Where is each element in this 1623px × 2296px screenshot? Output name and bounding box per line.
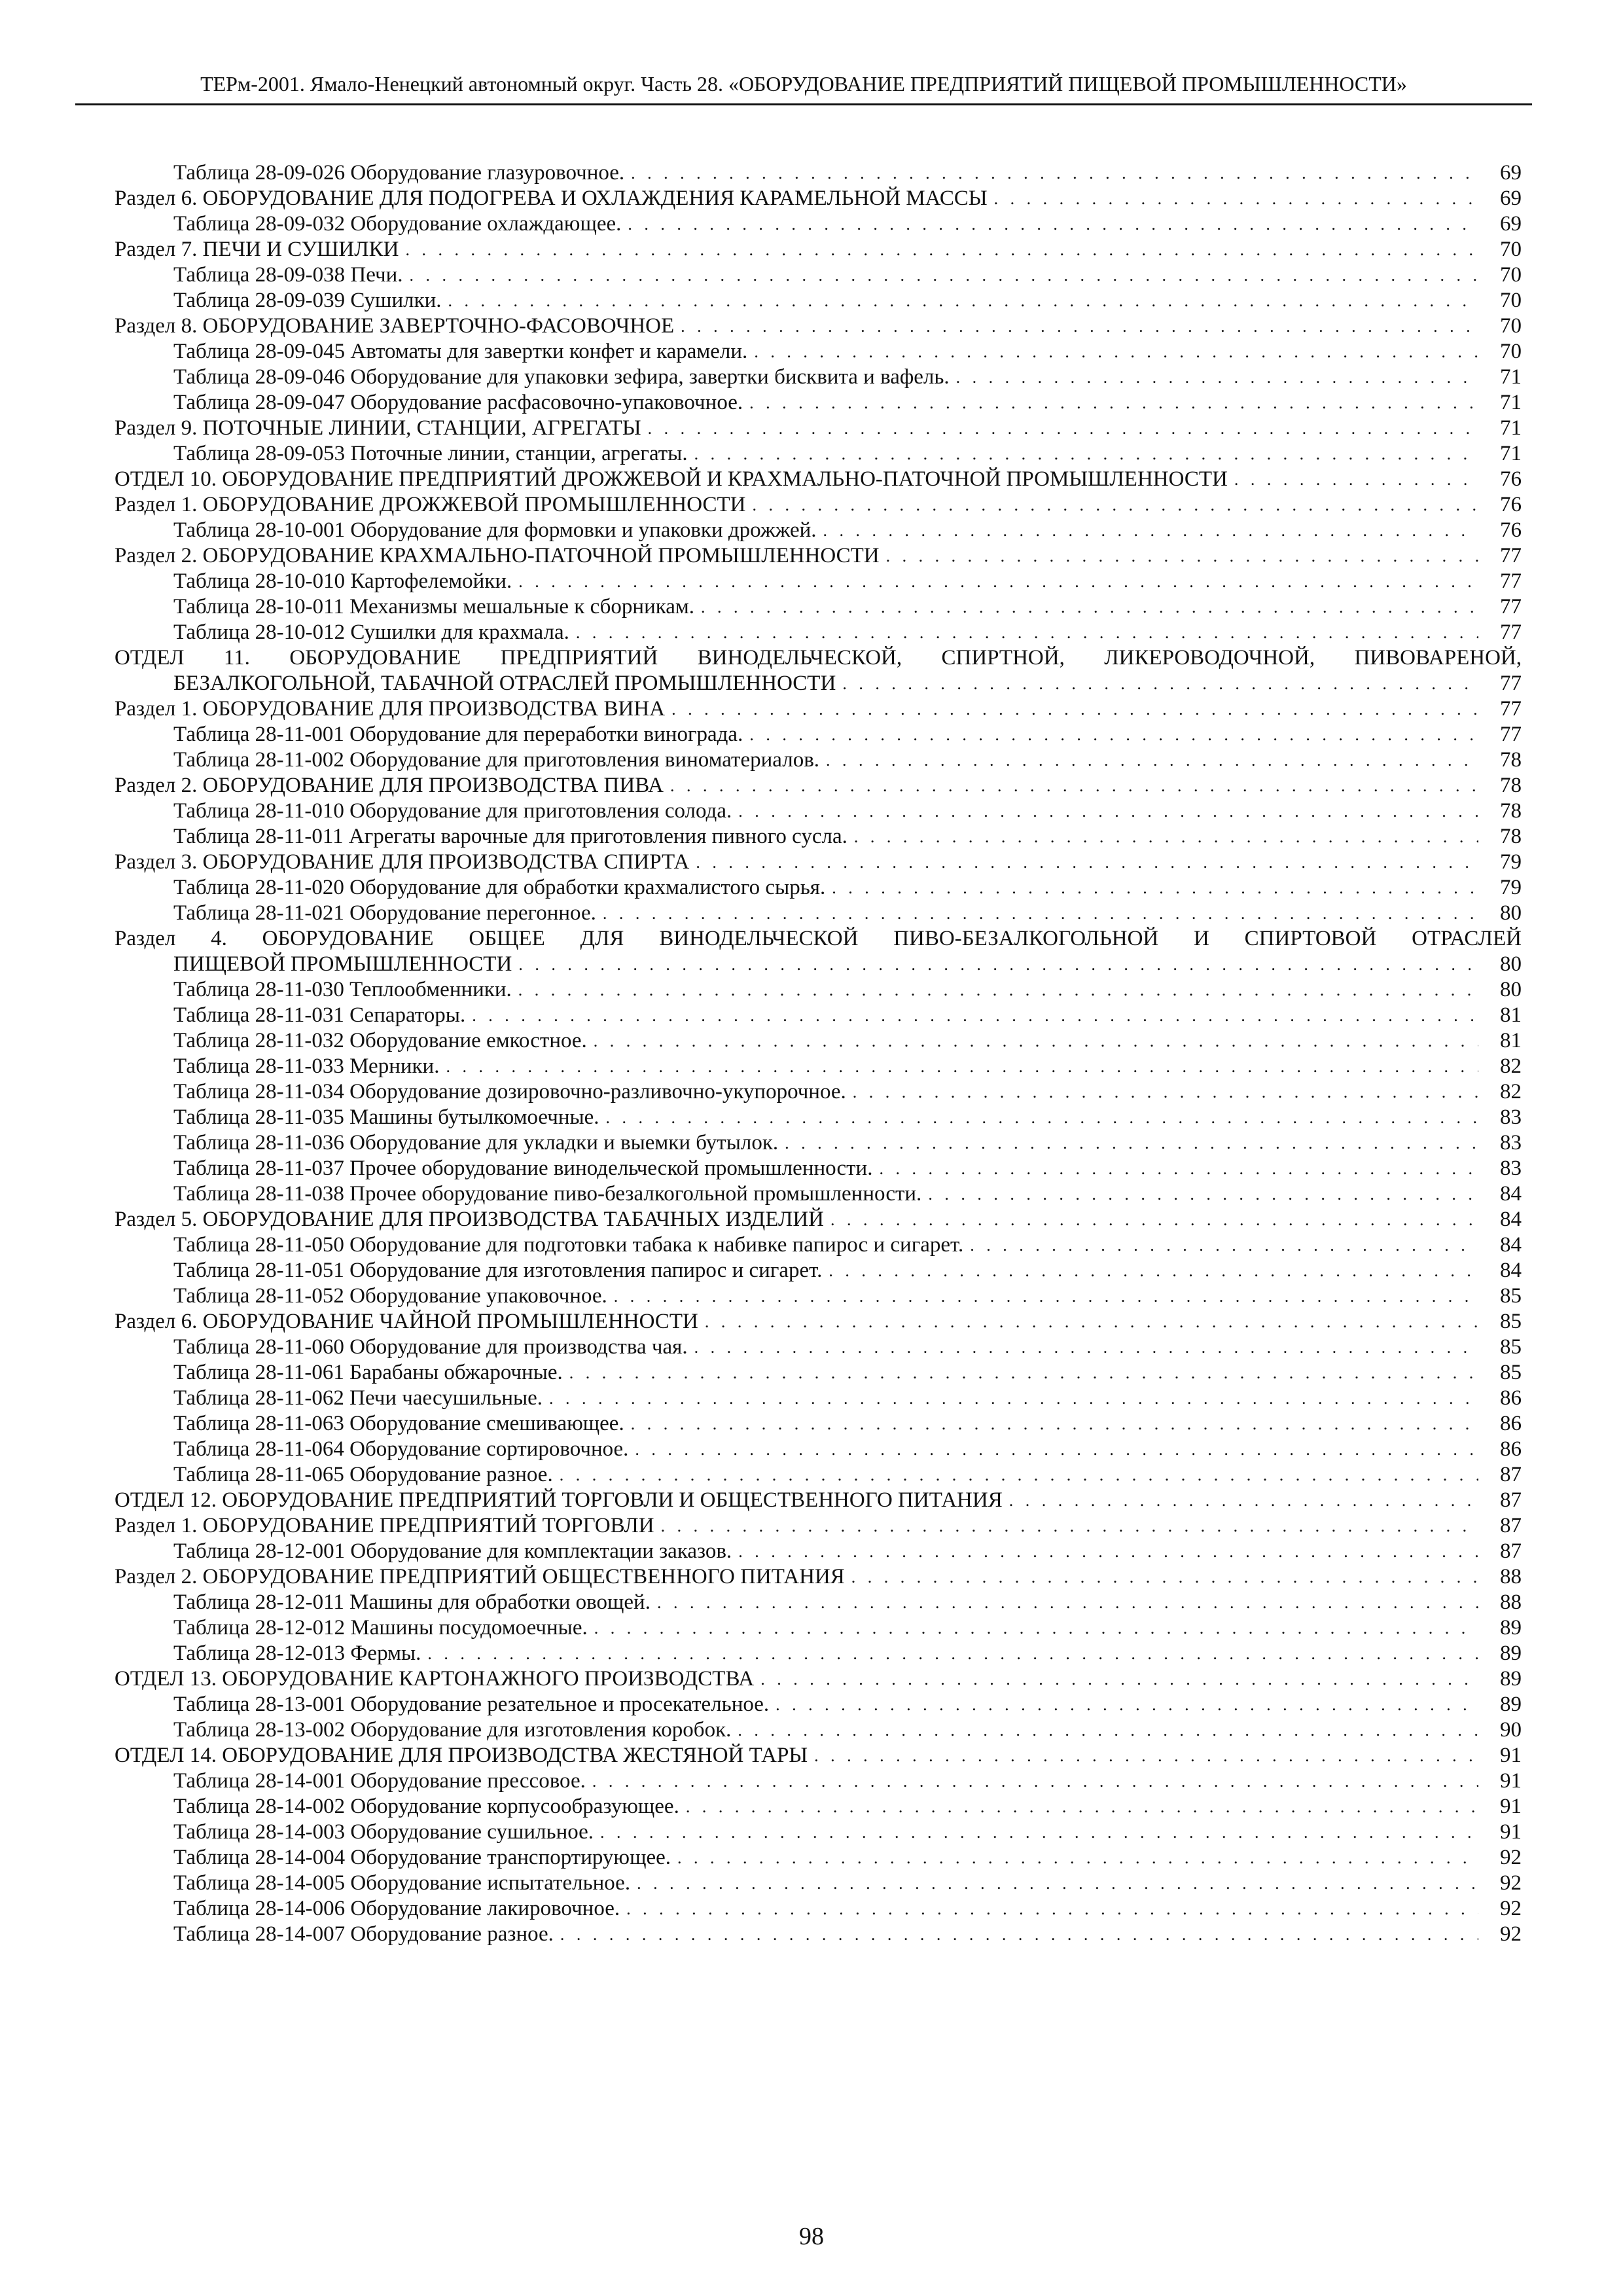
- toc-entry-title: ОТДЕЛ 10. ОБОРУДОВАНИЕ ПРЕДПРИЯТИЙ ДРОЖЖЕВОЙ И КРАХМАЛЬНО-ПАТОЧНОЙ ПРОМЫШЛЕННОСТИ: [115, 467, 1228, 491]
- dot-leader: [1234, 467, 1478, 492]
- dot-leader: [754, 339, 1478, 365]
- dot-leader: [928, 1181, 1478, 1207]
- toc-entry-title: Таблица 28-12-011 Машины для обработки овощей.: [173, 1590, 651, 1614]
- dot-leader: [814, 1743, 1478, 1768]
- dot-leader: [600, 1820, 1478, 1845]
- toc-entry-page: 83: [1500, 1131, 1522, 1155]
- toc-entry: [115, 1156, 1522, 1181]
- dot-leader: [970, 1232, 1478, 1258]
- dot-leader: [472, 1003, 1478, 1028]
- toc-entry-page: 70: [1500, 340, 1522, 363]
- dot-leader: [842, 671, 1478, 696]
- toc-entry-title: Таблица 28-11-060 Оборудование для производства чая.: [173, 1335, 688, 1359]
- dot-leader: [626, 1896, 1478, 1922]
- dot-leader: [785, 1130, 1478, 1156]
- toc-entry-page: 85: [1500, 1335, 1522, 1359]
- toc-entry-title: Таблица 28-11-051 Оборудование для изготовления папирос и сигарет.: [173, 1259, 823, 1282]
- toc-entry: [115, 1590, 1522, 1615]
- toc-entry-page: 84: [1500, 1259, 1522, 1282]
- toc-entry-title: Таблица 28-11-062 Печи чаесушильные.: [173, 1386, 543, 1410]
- toc-entry-page: 82: [1500, 1080, 1522, 1103]
- toc-entry-title: ОТДЕЛ 14. ОБОРУДОВАНИЕ ДЛЯ ПРОИЗВОДСТВА ЖЕСТЯНОЙ ТАРЫ: [115, 1744, 808, 1767]
- toc-entry-title: ПИЩЕВОЙ ПРОМЫШЛЕННОСТИ: [173, 952, 512, 976]
- toc-entry-title: ОТДЕЛ 12. ОБОРУДОВАНИЕ ПРЕДПРИЯТИЙ ТОРГОВЛИ И ОБЩЕСТВЕННОГО ПИТАНИЯ: [115, 1488, 1003, 1512]
- toc-entry-title: Таблица 28-10-012 Сушилки для крахмала.: [173, 620, 569, 644]
- dot-leader: [826, 747, 1478, 773]
- toc-entry-title: Таблица 28-14-005 Оборудование испытательное.: [173, 1871, 631, 1895]
- dot-leader: [614, 1283, 1478, 1309]
- toc-entry: [115, 1437, 1522, 1462]
- toc-entry-page: 88: [1500, 1565, 1522, 1588]
- toc-entry: [115, 1615, 1522, 1641]
- toc-entry: [115, 288, 1522, 314]
- toc-entry: [115, 747, 1522, 773]
- toc-entry: [115, 1820, 1522, 1845]
- toc-entry: [115, 1896, 1522, 1922]
- page-number: 98: [799, 2223, 824, 2250]
- toc-entry-page: 77: [1500, 544, 1522, 567]
- toc-entry-page: 92: [1500, 1922, 1522, 1946]
- dot-leader: [829, 1258, 1478, 1283]
- toc-entry-title: Таблица 28-11-021 Оборудование перегонное.: [173, 901, 596, 925]
- toc-entry-title: Таблица 28-09-038 Печи.: [173, 263, 403, 287]
- toc-entry: [115, 518, 1522, 543]
- toc-entry-page: 84: [1500, 1233, 1522, 1257]
- toc-entry: [115, 798, 1522, 824]
- toc-entry: [115, 237, 1522, 262]
- toc-entry: [115, 211, 1522, 237]
- toc-entry-title: Таблица 28-12-012 Машины посудомоечные.: [173, 1616, 588, 1640]
- toc-entry: [115, 1028, 1522, 1054]
- toc-entry: [115, 926, 1522, 977]
- toc-entry: [115, 1794, 1522, 1820]
- toc-entry-title: Раздел 1. ОБОРУДОВАНИЕ ДРОЖЖЕВОЙ ПРОМЫШЛЕННОСТИ: [115, 493, 746, 516]
- dot-leader: [738, 1717, 1478, 1743]
- dot-leader: [631, 1411, 1478, 1437]
- toc-entry-page: 78: [1500, 799, 1522, 823]
- toc-entry: [115, 1768, 1522, 1794]
- toc-entry-page: 70: [1500, 263, 1522, 287]
- toc-entry-title: Таблица 28-11-030 Теплообменники.: [173, 978, 512, 1001]
- toc-entry-page: 84: [1500, 1208, 1522, 1231]
- toc-entry: [115, 594, 1522, 620]
- dot-leader: [594, 1615, 1478, 1641]
- toc-entry-page: 87: [1500, 1539, 1522, 1563]
- dot-leader: [776, 1692, 1478, 1717]
- toc-entry: [115, 1335, 1522, 1360]
- toc-entry: [115, 1692, 1522, 1717]
- toc-entry: [115, 365, 1522, 390]
- toc-entry: [115, 1258, 1522, 1283]
- toc-entry-page: 78: [1500, 825, 1522, 848]
- toc-entry-page: 86: [1500, 1412, 1522, 1435]
- toc-entry: [115, 262, 1522, 288]
- toc-entry-page: 86: [1500, 1386, 1522, 1410]
- toc-entry-page: 85: [1500, 1310, 1522, 1333]
- toc-entry: [115, 543, 1522, 569]
- toc-entry-title: Таблица 28-14-004 Оборудование транспортирующее.: [173, 1846, 671, 1869]
- toc-entry-page: 76: [1500, 467, 1522, 491]
- toc-entry: [115, 1488, 1522, 1513]
- toc-entry-title: Таблица 28-10-001 Оборудование для формовки и упаковки дрожжей.: [173, 518, 817, 542]
- dot-leader: [886, 543, 1478, 569]
- dot-leader: [518, 569, 1478, 594]
- toc-entry-title: Таблица 28-09-046 Оборудование для упаковки зефира, завертки бисквита и вафель.: [173, 365, 950, 389]
- toc-entry: [115, 696, 1522, 722]
- toc-entry-title: Таблица 28-14-002 Оборудование корпусообразующее.: [173, 1795, 679, 1818]
- toc-entry-page: 77: [1500, 672, 1522, 695]
- dot-leader: [569, 1360, 1478, 1386]
- dot-leader: [549, 1386, 1478, 1411]
- toc-entry-title: Таблица 28-11-036 Оборудование для укладки и выемки бутылок.: [173, 1131, 779, 1155]
- dot-leader: [705, 1309, 1478, 1335]
- toc-entry: [115, 850, 1522, 875]
- toc-entry-page: 70: [1500, 238, 1522, 261]
- toc-entry-title: Таблица 28-11-038 Прочее оборудование пиво-безалкогольной промышленности.: [173, 1182, 922, 1206]
- toc-entry-page: 79: [1500, 850, 1522, 874]
- toc-entry-title: Таблица 28-11-050 Оборудование для подготовки табака к набивке папирос и сигарет.: [173, 1233, 964, 1257]
- toc-entry-page: 84: [1500, 1182, 1522, 1206]
- toc-entry-title: Таблица 28-11-031 Сепараторы.: [173, 1003, 466, 1027]
- dot-leader: [830, 1207, 1478, 1232]
- toc-entry-title: Таблица 28-11-001 Оборудование для переработки винограда.: [173, 723, 743, 746]
- toc-entry-title: Таблица 28-09-053 Поточные линии, станции, агрегаты.: [173, 442, 688, 465]
- toc-entry-page: 86: [1500, 1437, 1522, 1461]
- toc-entry: [115, 1003, 1522, 1028]
- toc-entry-title: Раздел 2. ОБОРУДОВАНИЕ ДЛЯ ПРОИЗВОДСТВА ПИВА: [115, 774, 664, 797]
- toc-entry-page: 87: [1500, 1488, 1522, 1512]
- toc-entry-page: 78: [1500, 774, 1522, 797]
- toc-entry-title: Таблица 28-11-010 Оборудование для приготовления солода.: [173, 799, 732, 823]
- dot-leader: [879, 1156, 1478, 1181]
- toc-entry-page: 70: [1500, 289, 1522, 312]
- toc-entry: [115, 1462, 1522, 1488]
- toc-entry: [115, 569, 1522, 594]
- toc-entry-title: Таблица 28-14-001 Оборудование прессовое.: [173, 1769, 586, 1793]
- toc-entry: [115, 1079, 1522, 1105]
- dot-leader: [854, 824, 1478, 850]
- dot-leader: [657, 1590, 1478, 1615]
- dot-leader: [752, 492, 1478, 518]
- dot-leader: [832, 875, 1478, 901]
- toc-entry: [115, 824, 1522, 850]
- toc-entry-page: 85: [1500, 1284, 1522, 1308]
- toc-entry-page: 80: [1500, 978, 1522, 1001]
- toc-entry-page: 81: [1500, 1003, 1522, 1027]
- toc-entry-page: 76: [1500, 493, 1522, 516]
- toc-entry-title: Раздел 6. ОБОРУДОВАНИЕ ДЛЯ ПОДОГРЕВА И ОХЛАЖДЕНИЯ КАРАМЕЛЬНОЙ МАССЫ: [115, 187, 988, 210]
- toc-entry: [115, 441, 1522, 467]
- toc-entry-page: 88: [1500, 1590, 1522, 1614]
- toc-entry: [115, 339, 1522, 365]
- toc-entry-title: Таблица 28-11-063 Оборудование смешивающее.: [173, 1412, 624, 1435]
- dot-leader: [823, 518, 1478, 543]
- toc-entry: [115, 1717, 1522, 1743]
- toc-entry-page: 77: [1500, 697, 1522, 721]
- toc-entry: [115, 1360, 1522, 1386]
- toc-entry-page: 77: [1500, 723, 1522, 746]
- toc-entry-title: Раздел 1. ОБОРУДОВАНИЕ ДЛЯ ПРОИЗВОДСТВА ВИНА: [115, 697, 666, 721]
- toc-entry-title: Раздел 1. ОБОРУДОВАНИЕ ПРЕДПРИЯТИЙ ТОРГОВЛИ: [115, 1514, 654, 1537]
- toc-entry-title: Таблица 28-14-003 Оборудование сушильное.: [173, 1820, 594, 1844]
- toc-entry: [115, 1845, 1522, 1871]
- toc-entry-title: Таблица 28-13-002 Оборудование для изготовления коробок.: [173, 1718, 732, 1742]
- toc-entry-page: 87: [1500, 1514, 1522, 1537]
- toc-entry-title: Таблица 28-09-047 Оборудование расфасовочно-упаковочное.: [173, 391, 743, 414]
- toc-entry-page: 71: [1500, 442, 1522, 465]
- toc-entry-title: Таблица 28-11-034 Оборудование дозировочно-разливочно-укупорочное.: [173, 1080, 846, 1103]
- toc-entry-title: Таблица 28-11-020 Оборудование для обработки крахмалистого сырья.: [173, 876, 826, 899]
- dot-leader: [694, 1335, 1478, 1360]
- toc-entry: [115, 314, 1522, 339]
- toc-entry-page: 76: [1500, 518, 1522, 542]
- toc-entry-page: 71: [1500, 365, 1522, 389]
- toc-entry: [115, 1181, 1522, 1207]
- toc-entry-title: Таблица 28-11-052 Оборудование упаковочное.: [173, 1284, 607, 1308]
- toc-entry-title: Раздел 3. ОБОРУДОВАНИЕ ДЛЯ ПРОИЗВОДСТВА СПИРТА: [115, 850, 690, 874]
- toc-entry: [115, 1411, 1522, 1437]
- toc-entry: [115, 1309, 1522, 1335]
- toc-entry-page: 89: [1500, 1641, 1522, 1665]
- toc-entry-page: 71: [1500, 391, 1522, 414]
- toc-entry: [115, 875, 1522, 901]
- dot-leader: [635, 1437, 1478, 1462]
- toc-entry-page: 80: [1500, 901, 1522, 925]
- toc-entry-title: Таблица 28-10-011 Механизмы мешальные к сборникам.: [173, 595, 695, 619]
- toc-entry: [115, 1922, 1522, 1947]
- toc-entry-page: 79: [1500, 876, 1522, 899]
- toc-entry-page: 89: [1500, 1693, 1522, 1716]
- dot-leader: [592, 1768, 1478, 1794]
- toc-entry-page: 82: [1500, 1054, 1522, 1078]
- toc-entry-page: 85: [1500, 1361, 1522, 1384]
- toc-entry-title: Таблица 28-09-032 Оборудование охлаждающее.: [173, 212, 622, 236]
- toc-entry: [115, 977, 1522, 1003]
- dot-leader: [1009, 1488, 1478, 1513]
- toc-entry-title: Раздел 8. ОБОРУДОВАНИЕ ЗАВЕРТОЧНО-ФАСОВОЧНОЕ: [115, 314, 675, 338]
- dot-leader: [606, 1105, 1478, 1130]
- toc-entry-title: Раздел 2. ОБОРУДОВАНИЕ ПРЕДПРИЯТИЙ ОБЩЕСТВЕННОГО ПИТАНИЯ: [115, 1565, 845, 1588]
- dot-leader: [446, 1054, 1478, 1079]
- dot-leader: [749, 722, 1478, 747]
- dot-leader: [661, 1513, 1478, 1539]
- dot-leader: [518, 977, 1478, 1003]
- toc-entry-title: Таблица 28-11-035 Машины бутылкомоечные.: [173, 1105, 599, 1129]
- toc-entry: [115, 773, 1522, 798]
- toc-entry-page: 92: [1500, 1871, 1522, 1895]
- dot-leader: [994, 186, 1478, 211]
- toc-entry: [115, 1232, 1522, 1258]
- toc-entry-title: Таблица 28-11-061 Барабаны обжарочные.: [173, 1361, 563, 1384]
- dot-leader: [648, 416, 1478, 441]
- toc-entry-page: 69: [1500, 161, 1522, 185]
- toc-entry-page: 83: [1500, 1157, 1522, 1180]
- toc-entry-title: Таблица 28-11-033 Мерники.: [173, 1054, 440, 1078]
- toc-entry: [115, 901, 1522, 926]
- table-of-contents: [115, 160, 1522, 1947]
- toc-entry-page: 69: [1500, 187, 1522, 210]
- toc-entry: [115, 186, 1522, 211]
- dot-leader: [576, 620, 1478, 645]
- toc-entry-title: Таблица 28-09-026 Оборудование глазуровочное.: [173, 161, 625, 185]
- toc-entry-title: Раздел 7. ПЕЧИ И СУШИЛКИ: [115, 238, 399, 261]
- toc-entry-title: Таблица 28-14-006 Оборудование лакировочное.: [173, 1897, 620, 1920]
- dot-leader: [560, 1922, 1478, 1947]
- dot-leader: [670, 773, 1478, 798]
- toc-entry-title: Таблица 28-11-037 Прочее оборудование винодельческой промышленности.: [173, 1157, 873, 1180]
- toc-entry-title: Таблица 28-11-002 Оборудование для приготовления виноматериалов.: [173, 748, 820, 772]
- toc-entry: [115, 645, 1522, 696]
- toc-entry-title: Таблица 28-11-064 Оборудование сортировочное.: [173, 1437, 629, 1461]
- toc-entry: [115, 620, 1522, 645]
- dot-leader: [694, 441, 1478, 467]
- toc-entry: [115, 1564, 1522, 1590]
- toc-entry: [115, 1743, 1522, 1768]
- toc-entry: [115, 1386, 1522, 1411]
- dot-leader: [594, 1028, 1478, 1054]
- dot-leader: [738, 798, 1478, 824]
- toc-entry-title: Таблица 28-11-032 Оборудование емкостное.: [173, 1029, 587, 1052]
- toc-entry-title: Таблица 28-09-039 Сушилки.: [173, 289, 442, 312]
- dot-leader: [956, 365, 1478, 390]
- toc-entry-page: 83: [1500, 1105, 1522, 1129]
- toc-entry-title: БЕЗАЛКОГОЛЬНОЙ, ТАБАЧНОЙ ОТРАСЛЕЙ ПРОМЫШЛЕННОСТИ: [173, 672, 836, 695]
- toc-entry: [115, 467, 1522, 492]
- toc-entry-page: 91: [1500, 1744, 1522, 1767]
- dot-leader: [677, 1845, 1478, 1871]
- toc-entry-page: 78: [1500, 748, 1522, 772]
- dot-leader: [760, 1666, 1478, 1692]
- toc-entry: [115, 416, 1522, 441]
- dot-leader: [671, 696, 1478, 722]
- toc-entry-page: 91: [1500, 1820, 1522, 1844]
- dot-leader: [686, 1794, 1478, 1820]
- toc-entry: [115, 1539, 1522, 1564]
- dot-leader: [681, 314, 1478, 339]
- toc-entry-title: Таблица 28-14-007 Оборудование разное.: [173, 1922, 554, 1946]
- toc-entry-page: 90: [1500, 1718, 1522, 1742]
- toc-entry-title: Таблица 28-12-001 Оборудование для комплектации заказов.: [173, 1539, 732, 1563]
- dot-leader: [518, 952, 1478, 977]
- dot-leader: [701, 594, 1478, 620]
- toc-entry-page: 87: [1500, 1463, 1522, 1486]
- toc-entry-title: ОТДЕЛ 13. ОБОРУДОВАНИЕ КАРТОНАЖНОГО ПРОИЗВОДСТВА: [115, 1667, 755, 1691]
- toc-entry: [115, 1641, 1522, 1666]
- toc-entry-title: Раздел 2. ОБОРУДОВАНИЕ КРАХМАЛЬНО-ПАТОЧНОЙ ПРОМЫШЛЕННОСТИ: [115, 544, 880, 567]
- toc-entry-title: Таблица 28-10-010 Картофелемойки.: [173, 569, 512, 593]
- dot-leader: [427, 1641, 1478, 1666]
- dot-leader: [738, 1539, 1478, 1564]
- toc-entry: [115, 1207, 1522, 1232]
- toc-entry: [115, 1513, 1522, 1539]
- running-header: ТЕРм-2001. Ямало-Ненецкий автономный округ. Часть 28. «ОБОРУДОВАНИЕ ПРЕДПРИЯТИЙ ПИЩЕВОЙ ПРОМЫШЛЕННОСТИ»: [75, 71, 1532, 105]
- toc-entry-page: 80: [1500, 952, 1522, 976]
- toc-entry-page: 92: [1500, 1846, 1522, 1869]
- toc-entry: [115, 492, 1522, 518]
- toc-entry-page: 77: [1500, 620, 1522, 644]
- toc-entry: [115, 390, 1522, 416]
- toc-entry: [115, 1283, 1522, 1309]
- dot-leader: [405, 237, 1478, 262]
- dot-leader: [631, 160, 1478, 186]
- toc-entry: [115, 722, 1522, 747]
- dot-leader: [853, 1079, 1478, 1105]
- toc-entry: [115, 1666, 1522, 1692]
- toc-entry: [115, 1054, 1522, 1079]
- toc-entry-page: 89: [1500, 1616, 1522, 1640]
- dot-leader: [410, 262, 1478, 288]
- dot-leader: [628, 211, 1478, 237]
- toc-entry-title: Раздел 9. ПОТОЧНЫЕ ЛИНИИ, СТАНЦИИ, АГРЕГАТЫ: [115, 416, 641, 440]
- toc-entry-page: 77: [1500, 569, 1522, 593]
- toc-entry-title: Раздел 6. ОБОРУДОВАНИЕ ЧАЙНОЙ ПРОМЫШЛЕННОСТИ: [115, 1310, 698, 1333]
- toc-entry-page: 91: [1500, 1769, 1522, 1793]
- dot-leader: [749, 390, 1478, 416]
- toc-entry-page: 92: [1500, 1897, 1522, 1920]
- toc-entry: [115, 160, 1522, 186]
- dot-leader: [448, 288, 1478, 314]
- toc-entry-title: Таблица 28-12-013 Фермы.: [173, 1641, 421, 1665]
- toc-entry-page: 89: [1500, 1667, 1522, 1691]
- toc-entry-page: 91: [1500, 1795, 1522, 1818]
- toc-entry-page: 70: [1500, 314, 1522, 338]
- toc-entry: [115, 1105, 1522, 1130]
- toc-entry-page: 77: [1500, 595, 1522, 619]
- toc-entry: [115, 1871, 1522, 1896]
- dot-leader: [637, 1871, 1478, 1896]
- toc-entry-title: Таблица 28-09-045 Автоматы для завертки конфет и карамели.: [173, 340, 748, 363]
- toc-entry-title-line: ОТДЕЛ 11. ОБОРУДОВАНИЕ ПРЕДПРИЯТИЙ ВИНОДЕЛЬЧЕСКОЙ, СПИРТНОЙ, ЛИКЕРОВОДОЧНОЙ, ПИВОВАРЕНОЙ,: [115, 646, 1522, 670]
- toc-entry-title: Раздел 5. ОБОРУДОВАНИЕ ДЛЯ ПРОИЗВОДСТВА ТАБАЧНЫХ ИЗДЕЛИЙ: [115, 1208, 824, 1231]
- dot-leader: [603, 901, 1478, 926]
- dot-leader: [560, 1462, 1478, 1488]
- dot-leader: [696, 850, 1478, 875]
- toc-entry-page: 69: [1500, 212, 1522, 236]
- toc-entry-title-line: Раздел 4. ОБОРУДОВАНИЕ ОБЩЕЕ ДЛЯ ВИНОДЕЛЬЧЕСКОЙ ПИВО-БЕЗАЛКОГОЛЬНОЙ И СПИРТОВОЙ ОТРАСЛЕЙ: [115, 927, 1522, 950]
- toc-entry-page: 71: [1500, 416, 1522, 440]
- toc-entry-title: Таблица 28-11-065 Оборудование разное.: [173, 1463, 553, 1486]
- dot-leader: [851, 1564, 1478, 1590]
- toc-entry: [115, 1130, 1522, 1156]
- toc-entry-page: 81: [1500, 1029, 1522, 1052]
- toc-entry-title: Таблица 28-13-001 Оборудование резательное и просекательное.: [173, 1693, 770, 1716]
- toc-entry-title: Таблица 28-11-011 Агрегаты варочные для приготовления пивного сусла.: [173, 825, 847, 848]
